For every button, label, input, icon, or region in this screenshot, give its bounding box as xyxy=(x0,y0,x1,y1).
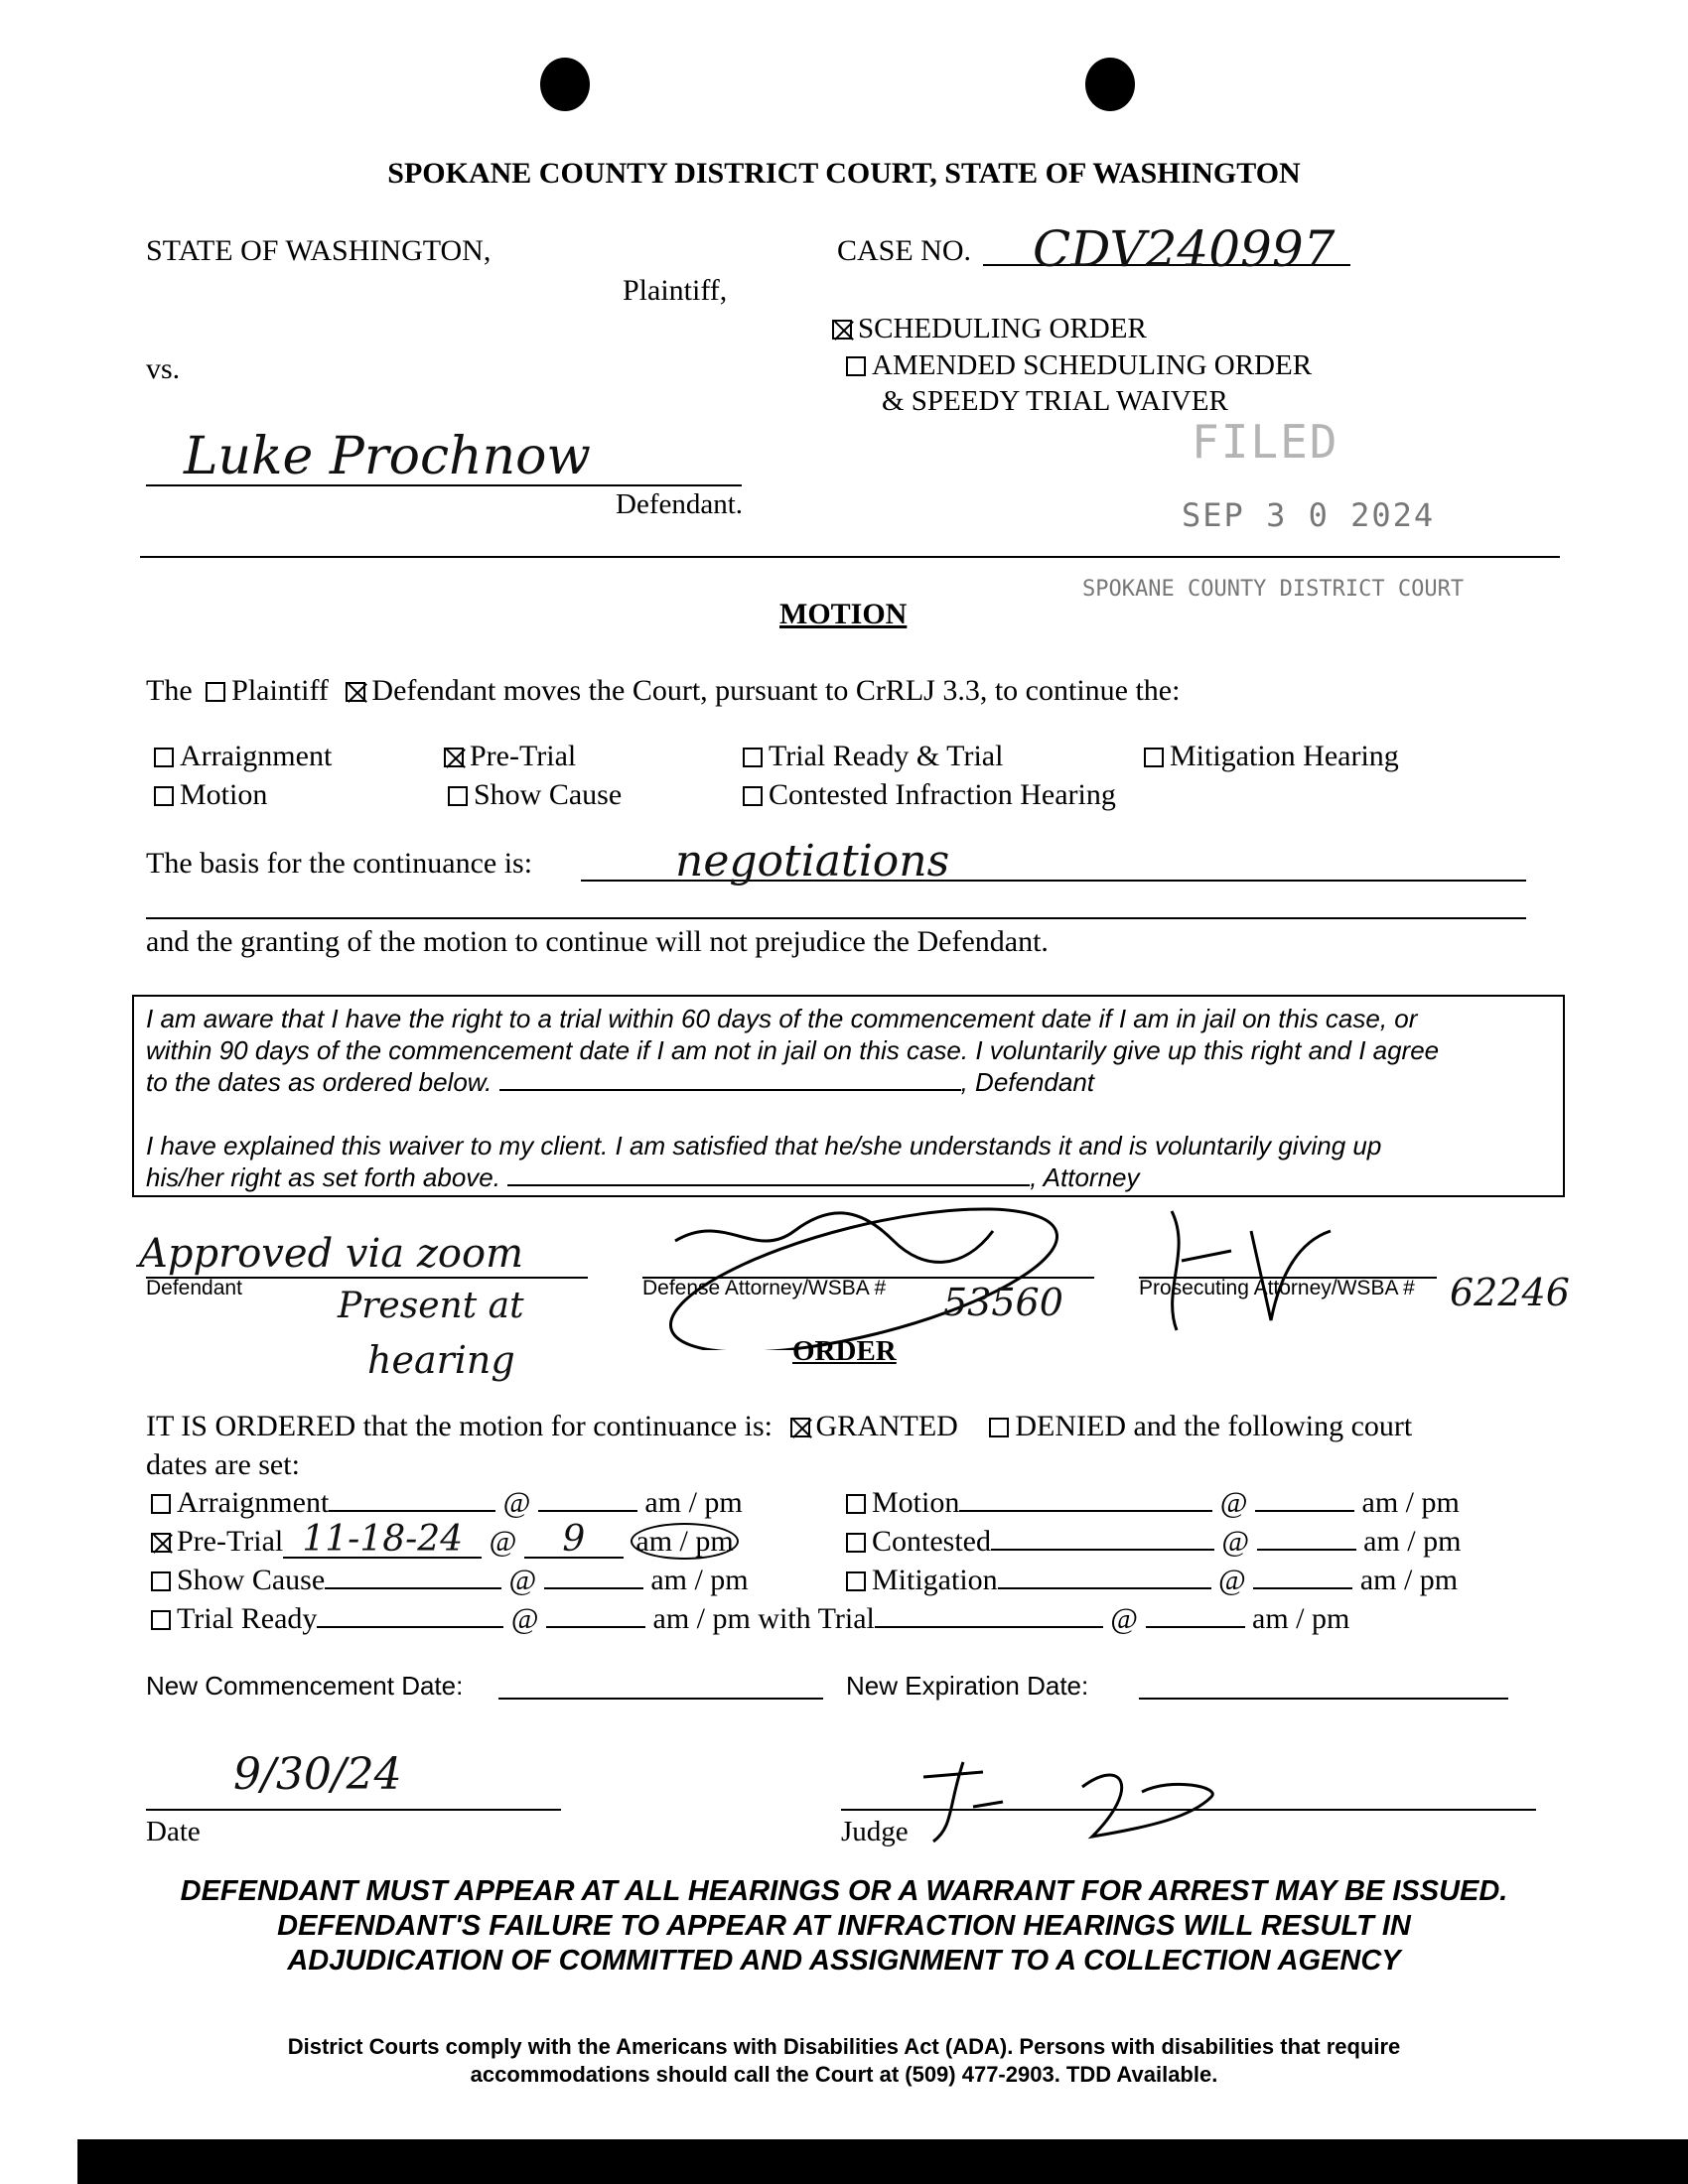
waiver-line-1: I am aware that I have the right to a trial within 60 days of the commencement date if I am in jail on this case, or xyxy=(146,1004,1418,1033)
defendant-checkbox[interactable] xyxy=(346,682,365,702)
order-mitigation-date-field[interactable] xyxy=(998,1564,1211,1589)
order-heading: ORDER xyxy=(792,1335,897,1367)
order-mitigation-checkbox[interactable] xyxy=(846,1571,866,1591)
defendant-name-handwritten: Luke Prochnow xyxy=(184,427,591,486)
order-date-label: Date xyxy=(146,1816,201,1847)
moving-party-line: The Plaintiff Defendant moves the Court, pursuant to CrRLJ 3.3, to continue the: xyxy=(146,674,1181,707)
plaintiff-name: STATE OF WASHINGTON, xyxy=(146,234,492,267)
scan-edge-bar xyxy=(77,2139,1688,2184)
order-motion-date-field[interactable] xyxy=(959,1486,1212,1512)
warning-line-1: DEFENDANT MUST APPEAR AT ALL HEARINGS OR A WARRANT FOR ARREST MAY BE ISSUED. xyxy=(180,1875,1508,1907)
case-no-label: CASE NO. xyxy=(837,234,972,267)
order-motion-time-field[interactable] xyxy=(1255,1486,1354,1512)
court-title: SPOKANE COUNTY DISTRICT COURT, STATE OF WASHINGTON xyxy=(387,157,1301,190)
order-date-line xyxy=(146,1809,561,1811)
defense-wsba-label: Defense Attorney/WSBA # xyxy=(642,1277,887,1299)
defendant-signature-label: Defendant xyxy=(146,1277,242,1299)
order-show-cause-checkbox[interactable] xyxy=(151,1571,171,1591)
waiver-line-4: I have explained this waiver to my client. I am satisfied that he/she understands it and is voluntarily giving up xyxy=(146,1131,1382,1160)
scheduling-order-option: SCHEDULING ORDER xyxy=(832,313,1147,345)
granted-checkbox[interactable] xyxy=(790,1418,810,1437)
ada-notice-line-2: accommodations should call the Court at (509) 477-2903. TDD Available. xyxy=(470,2062,1218,2087)
waiver-line-2: within 90 days of the commencement date if I am not in jail on this case. I voluntarily give up this right and I agree xyxy=(146,1035,1440,1065)
order-trial-time-field[interactable] xyxy=(1146,1602,1245,1628)
dates-set-label: dates are set: xyxy=(146,1448,300,1481)
order-motion-checkbox[interactable] xyxy=(846,1494,866,1514)
order-row-trial-ready: Trial Ready @ am / pm with Trial @ am / pm xyxy=(151,1602,1349,1636)
motion-pretrial-checkbox[interactable] xyxy=(444,748,464,767)
defendant-name-line xyxy=(146,484,742,486)
waiver-line-5: his/her right as set forth above. , Attorney xyxy=(146,1162,1140,1192)
basis-label: The basis for the continuance is: xyxy=(146,847,533,880)
basis-line-2 xyxy=(146,917,1526,919)
prosecuting-wsba-label: Prosecuting Attorney/WSBA # xyxy=(1139,1277,1415,1299)
new-commencement-field[interactable] xyxy=(498,1698,823,1700)
order-trial-ready-checkbox[interactable] xyxy=(151,1610,171,1630)
motion-arraignment-option: Arraignment xyxy=(154,740,332,773)
motion-heading: MOTION xyxy=(779,598,908,630)
order-pretrial-time-field[interactable]: 9 xyxy=(524,1525,624,1559)
defendant-label: Defendant. xyxy=(616,488,744,520)
order-trial-ready-time-field[interactable] xyxy=(546,1602,645,1628)
motion-arraignment-checkbox[interactable] xyxy=(154,748,174,767)
punch-hole-right xyxy=(1085,58,1135,111)
scheduling-order-checkbox[interactable] xyxy=(832,320,852,340)
motion-trial-ready-option: Trial Ready & Trial xyxy=(743,740,1003,773)
motion-trial-ready-checkbox[interactable] xyxy=(743,748,763,767)
order-row-show-cause: Show Cause @ am / pm xyxy=(151,1564,749,1597)
judge-signature-line xyxy=(841,1809,1536,1811)
order-row-pretrial: Pre-Trial 11-18-24 @ 9 am / pm xyxy=(151,1525,739,1559)
caption-divider xyxy=(140,556,1560,558)
speedy-trial-label: & SPEEDY TRIAL WAIVER xyxy=(882,385,1228,417)
judge-label: Judge xyxy=(841,1816,909,1847)
order-arraignment-date-field[interactable] xyxy=(329,1486,495,1512)
order-arraignment-checkbox[interactable] xyxy=(151,1494,171,1514)
plaintiff-label: Plaintiff, xyxy=(623,274,728,307)
defendant-present-note-1: Present at xyxy=(338,1286,524,1326)
stamp-date: SEP 3 0 2024 xyxy=(1182,496,1436,534)
order-mitigation-time-field[interactable] xyxy=(1253,1564,1352,1589)
order-contested-date-field[interactable] xyxy=(991,1525,1214,1551)
denied-checkbox[interactable] xyxy=(989,1418,1009,1437)
order-pretrial-checkbox[interactable] xyxy=(151,1533,171,1553)
new-expiration-field[interactable] xyxy=(1139,1698,1508,1700)
waiver-line-3: to the dates as ordered below. , Defendant xyxy=(146,1067,1095,1097)
amended-order-option: AMENDED SCHEDULING ORDER xyxy=(846,349,1312,382)
defendant-present-note-2: hearing xyxy=(367,1338,515,1382)
order-pretrial-date-field[interactable]: 11-18-24 xyxy=(283,1525,482,1559)
basis-handwritten: negotiations xyxy=(675,836,950,887)
case-no-handwritten: CDV240997 xyxy=(1033,220,1336,278)
new-commencement-label: New Commencement Date: xyxy=(146,1671,464,1701)
judge-signature xyxy=(894,1747,1251,1856)
punch-hole-left xyxy=(540,58,590,111)
ada-notice-line-1: District Courts comply with the Americans with Disabilities Act (ADA). Persons with disabilities that require xyxy=(287,2034,1401,2059)
warning-line-3: ADJUDICATION OF COMMITTED AND ASSIGNMENT TO A COLLECTION AGENCY xyxy=(287,1945,1401,1977)
order-row-motion: Motion @ am / pm xyxy=(846,1486,1460,1520)
motion-mitigation-option: Mitigation Hearing xyxy=(1144,740,1399,773)
motion-show-cause-checkbox[interactable] xyxy=(448,786,468,806)
motion-motion-option: Motion xyxy=(154,778,267,812)
motion-contested-option: Contested Infraction Hearing xyxy=(743,778,1116,812)
prosecuting-attorney-signature xyxy=(1132,1191,1390,1350)
ordered-line: IT IS ORDERED that the motion for continuance is: GRANTED DENIED and the following court xyxy=(146,1410,1413,1442)
order-arraignment-time-field[interactable] xyxy=(538,1486,637,1512)
order-contested-checkbox[interactable] xyxy=(846,1533,866,1553)
order-show-cause-date-field[interactable] xyxy=(325,1564,501,1589)
prosecuting-wsba-handwritten: 62246 xyxy=(1450,1271,1570,1314)
defense-wsba-handwritten: 53560 xyxy=(943,1281,1063,1324)
motion-show-cause-option: Show Cause xyxy=(448,778,622,812)
filed-stamp: FILED xyxy=(1192,415,1339,469)
warning-line-2: DEFENDANT'S FAILURE TO APPEAR AT INFRACTION HEARINGS WILL RESULT IN xyxy=(277,1910,1411,1942)
order-pretrial-ampm-circled: am / pm xyxy=(631,1523,738,1560)
defendant-approval-handwritten: Approved via zoom xyxy=(139,1231,524,1277)
vs-label: vs. xyxy=(146,352,181,385)
motion-motion-checkbox[interactable] xyxy=(154,786,174,806)
order-row-arraignment: Arraignment @ am / pm xyxy=(151,1486,743,1520)
stamp-court: SPOKANE COUNTY DISTRICT COURT xyxy=(1082,577,1465,602)
order-date-handwritten: 9/30/24 xyxy=(233,1749,402,1800)
motion-pretrial-option: Pre-Trial xyxy=(444,740,576,773)
motion-contested-checkbox[interactable] xyxy=(743,786,763,806)
order-contested-time-field[interactable] xyxy=(1257,1525,1356,1551)
plaintiff-checkbox[interactable] xyxy=(206,682,225,702)
order-row-contested: Contested @ am / pm xyxy=(846,1525,1461,1559)
motion-mitigation-checkbox[interactable] xyxy=(1144,748,1164,767)
amended-order-checkbox[interactable] xyxy=(846,356,866,376)
new-expiration-label: New Expiration Date: xyxy=(846,1671,1089,1701)
order-trial-date-field[interactable] xyxy=(875,1602,1103,1628)
prejudice-text: and the granting of the motion to continue will not prejudice the Defendant. xyxy=(146,925,1049,958)
order-trial-ready-date-field[interactable] xyxy=(317,1602,503,1628)
order-show-cause-time-field[interactable] xyxy=(544,1564,643,1589)
order-row-mitigation: Mitigation @ am / pm xyxy=(846,1564,1458,1597)
waiver-defendant-signature-line[interactable] xyxy=(499,1067,961,1091)
